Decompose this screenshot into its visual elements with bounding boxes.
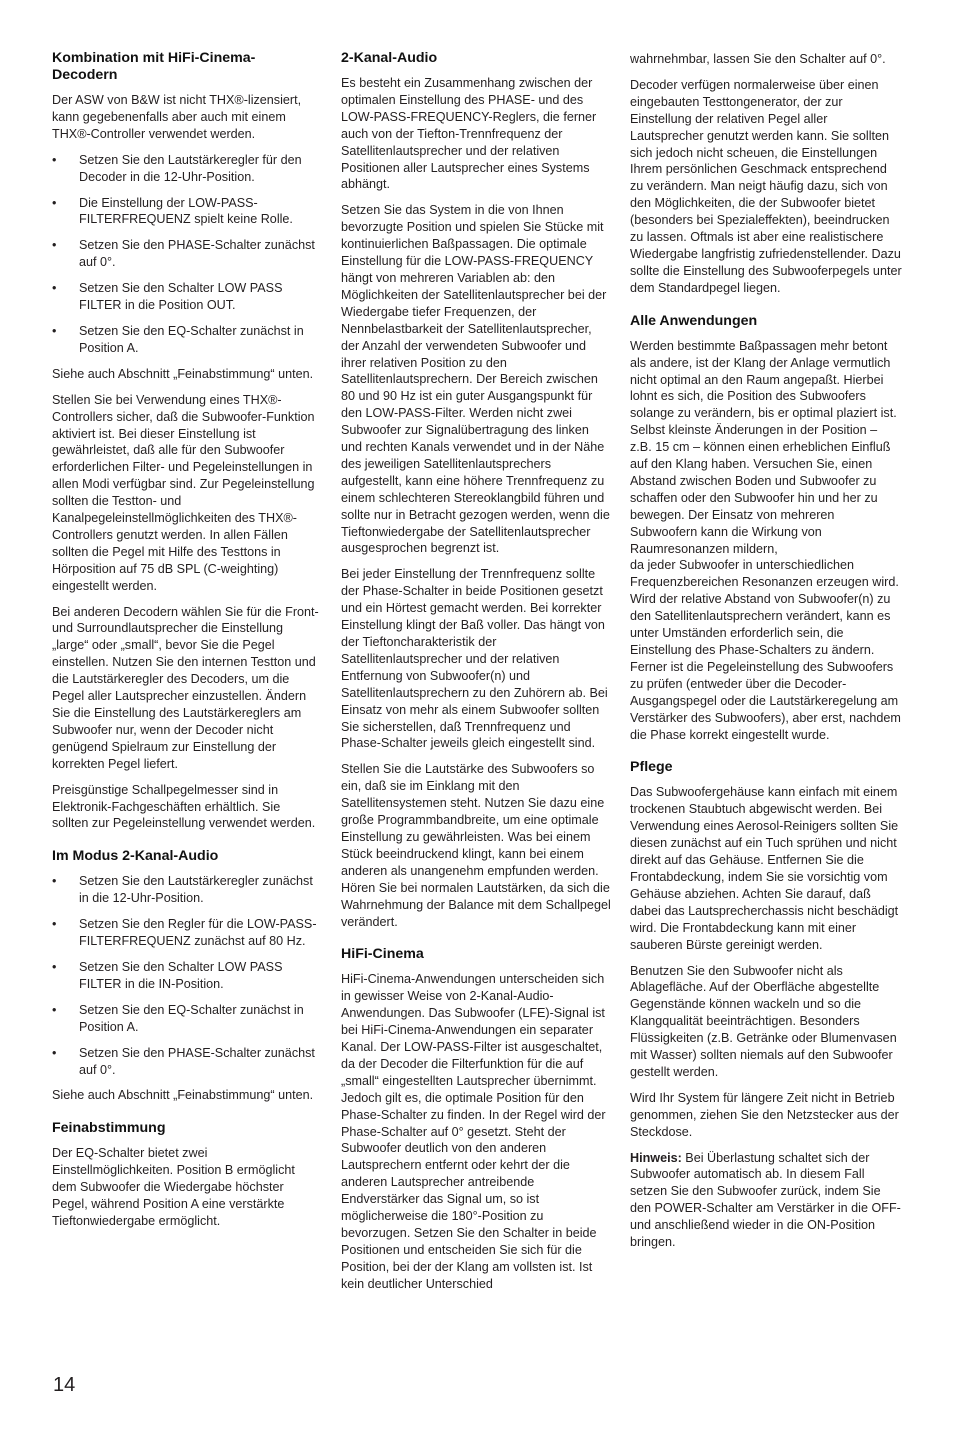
note-label: Hinweis:: [630, 1150, 682, 1165]
bullet-list-2-channel-settings: [52, 873, 320, 1078]
section-heading-2-channel-audio: 2-Kanal-Audio: [341, 50, 438, 66]
list-item: • Setzen Sie den Regler für die LOW-PASS-FILTERFREQUENZ zunächst auf 80 Hz.: [52, 916, 320, 950]
list-item: • Setzen Sie den Schalter LOW PASS FILTER in die IN-Position.: [52, 959, 320, 993]
paragraph: Stellen Sie bei Verwendung eines THX®-Controllers sicher, daß die Subwoofer-Funktion aktiviert ist. Bei dieser Einstellung ist gewährleistet, daß alle für den Subwoofer erforderlichen Filter- und Pegeleinstellungen in allen Modi verfügbar sind. Zur Pegeleinstellung sollten die Testton- und Kanalpegeleinstellmöglichkeiten des THX®-Controllers genutzt werden. In allen Fällen sollten die Pegel mit Hilfe des Testtons in Hörposition auf 75 dB SPL (C-weighting) eingestellt werden.: [52, 392, 315, 593]
paragraph: Bei jeder Einstellung der Trennfrequenz sollte der Phase-Schalter in beide Positionen gesetzt und ein Hörtest gemacht werden. Bei korrekter Einstellung klingt der Baß voller. Das hängt von der Tieftoncharakteristik der Satellitenlautsprecher und der relativen Entfernung von Subwoofer(n) und Satellitenlautsprechern zu den Zuhörern ab. Bei Einsatz von mehr als einem Subwoofer sollten Sie sicherstellen, daß Trennfrequenz und Phase-Schalter jeweils gleich eingestellt sind.: [341, 567, 608, 751]
note-text: Bei Überlastung schaltet sich der Subwoofer automatisch ab. In diesem Fall setzen Sie den Subwoofer zurück, indem Sie den POWER-Schalter am Verstärker in die OFF- und anschließend wieder in die ON-Position bringen.: [630, 1150, 901, 1250]
list-item: • Setzen Sie den PHASE-Schalter zunächst auf 0°.: [52, 1045, 320, 1079]
paragraph: Wird Ihr System für längere Zeit nicht in Betrieb genommen, ziehen Sie den Netzstecker aus der Steckdose.: [630, 1090, 899, 1139]
page-number: 14: [53, 1374, 76, 1396]
column-right: [630, 51, 902, 1260]
list-item: • Setzen Sie den PHASE-Schalter zunächst auf 0°.: [52, 237, 320, 271]
list-item: • Setzen Sie den EQ-Schalter zunächst in Position A.: [52, 1002, 320, 1036]
paragraph: Der EQ-Schalter bietet zwei Einstellmöglichkeiten. Position B ermöglicht dem Subwoofer die Wiedergabe höchster Pegel, während Position A eine verstärkte Tieftonwiedergabe ermöglicht.: [52, 1146, 295, 1228]
list-item: • Setzen Sie den Lautstärkeregler zunächst in die 12-Uhr-Position.: [52, 873, 320, 907]
list-item: • Setzen Sie den Lautstärkeregler für den Decoder in die 12-Uhr-Position.: [52, 152, 320, 186]
section-heading-fine-tuning: Feinabstimmung: [52, 1120, 166, 1137]
paragraph: Siehe auch Abschnitt „Feinabstimmung“ unten.: [52, 366, 314, 381]
paragraph: Decoder verfügen normalerweise über einen eingebauten Testtongenerator, der zur Einstellung der relativen Pegel aller Lautsprecher genutzt werden kann. Sie sollten sich jedoch nicht scheuen, die Einstellungen Ihrem persönlichen Geschmack entsprechend zu verändern. Man neigt häufig dazu, sich von den Möglichkeiten, die der Subwoofer bietet (besonders bei Spezialeffekten), beeindrucken zu lassen. Oftmals ist aber eine realistischere Wiedergabe langfristig zufriedenstellender. Dazu sollte die Einstellung des Subwooferpegels unter dem Standardpegel liegen.: [630, 77, 902, 295]
column-left: [52, 50, 320, 1239]
column-middle: [341, 50, 611, 1302]
paragraph: Stellen Sie die Lautstärke des Subwoofers so ein, daß sie im Einklang mit den Satellitensystemen steht. Nutzen Sie dazu eine große Programmbandbreite, um eine optimale Einstellung zu gewährleisten. Was bei einem Stück beeindruckend klingt, kann bei einem anderen als unangenehm empfunden werden. Hören Sie bei normalen Lautstärken, da sich die Wahrnehmung der Balance mit dem Schallpegel verändert.: [341, 762, 611, 929]
bullet-list-decoder-settings: [52, 152, 320, 357]
section-heading-hifi-cinema: HiFi-Cinema: [341, 946, 424, 963]
section-heading-hifi-cinema-decoders: Kombination mit HiFi-Cinema-Decodern: [52, 50, 256, 83]
paragraph: Es besteht ein Zusammenhang zwischen der optimalen Einstellung des PHASE- und des LOW-PASS-FREQUENCY-Reglers, die ferner auch von der Tiefton-Trennfrequenz der Satellitenlautsprecher und der relativen Positionen aller Lautsprecher eines Systems abhängt.: [341, 76, 597, 192]
paragraph: Das Subwoofergehäuse kann einfach mit einem trockenen Staubtuch abgewischt werden. Bei Verwendung eines Aerosol-Reinigers sollten Sie diesen zunächst auf ein Tuch sprühen und nicht direkt auf das Gehäuse. Entfernen Sie die Frontabdeckung, indem Sie sie vorsichtig vom Gehäuse abziehen. Achten Sie darauf, daß dabei das Lautsprecherchassis nicht beschädigt wird. Die Frontabdeckung kann mit einer sauberen Bürste gereinigt werden.: [630, 785, 899, 952]
paragraph: wahrnehmbar, lassen Sie den Schalter auf 0°.: [630, 52, 886, 66]
paragraph: Preisgünstige Schallpegelmesser sind in Elektronik-Fachgeschäften erhältlich. Sie sollten zur Pegeleinstellung verwendet werden.: [52, 782, 316, 831]
section-heading-care: Pflege: [630, 759, 673, 776]
paragraph: Setzen Sie das System in die von Ihnen bevorzugte Position und spielen Sie Stücke mit kontinuierlichen Baßpassagen. Die optimale Einstellung für die LOW-PASS-FREQUENCY hängt von mehreren Variablen ab: den Möglichkeiten der Satellitenlautsprecher bei der Wiedergabe tiefer Frequenzen, der Nennbelastbarkeit der Satellitenlautsprecher, der Anzahl der verwendeten Subwoofer und ihrer relativen Position zu den Satellitenlautsprechern. Der Bereich zwischen 80 und 90 Hz ist ein guter Ausgangspunkt für den LOW-PASS-Filter. Werden nicht zwei Subwoofer zur Signalübertragung des linken und rechten Kanals verwendet und in der Nähe des jeweiligen Satellitenlautsprechers aufgestellt, kann eine höhere Trennfrequenz zu einem schlechteren Stereoklangbild führen und sollte nur in Betracht gezogen werden, wenn die Tieftonwiedergabe der Satellitenlautsprecher ausgesprochen begrenzt ist.: [341, 203, 610, 556]
paragraph: Benutzen Sie den Subwoofer nicht als Ablagefläche. Auf der Oberfläche abgestellte Gegenstände können wackeln und so die Klangqualität beeinträchtigen. Besonders Flüssigkeiten (z.B. Getränke oder Blumenvasen mit Wasser) sollten niemals auf den Subwoofer gestellt werden.: [630, 963, 897, 1079]
paragraph: Werden bestimmte Baßpassagen mehr betont als andere, ist der Klang der Anlage vermutlich nicht optimal an den Raum angepaßt. Hierbei lohnt es sich, die Position des Subwoofers solange zu verändern, bis er optimal plaziert ist. Selbst kleinste Änderungen in der Position – z.B. 15 cm – können einen erheblichen Einfluß auf den Klang haben. Versuchen Sie, einen Abstand zwischen Boden und Subwoofer zu schaffen oder den Subwoofer hin und her zu bewegen. Der Einsatz von mehreren Subwoofern kann die Wirkung von Raumresonanzen mildern,: [630, 338, 897, 556]
paragraph: Der ASW von B&W ist nicht THX®-lizensiert, kann gegebenenfalls aber auch mit einem THX®-Controller verwendet werden.: [52, 93, 302, 141]
paragraph: Siehe auch Abschnitt „Feinabstimmung“ unten.: [52, 1088, 314, 1103]
list-item: • Setzen Sie den Schalter LOW PASS FILTER in die Position OUT.: [52, 280, 320, 314]
list-item: • Die Einstellung der LOW-PASS-FILTERFREQUENZ spielt keine Rolle.: [52, 195, 320, 229]
section-heading-all-applications: Alle Anwendungen: [630, 312, 758, 329]
list-item: • Setzen Sie den EQ-Schalter zunächst in Position A.: [52, 323, 320, 357]
section-heading-2-channel-mode: Im Modus 2-Kanal-Audio: [52, 848, 219, 865]
paragraph: Bei anderen Decodern wählen Sie für die Front- und Surroundlautsprecher die Einstellung „large“ oder „small“, bevor Sie die Pegel einstellen. Nutzen Sie den internen Testton und die Lautstärkeregler des Decoders, um die Pegel aller Lautsprecher einzustellen. Ändern Sie die Einstellung des Lautstärkereglers am Subwoofer nur, wenn der Decoder nicht genügend Spielraum zur Einstellung der korrekten Pegel liefert.: [52, 604, 319, 771]
paragraph: da jeder Subwoofer in unterschiedlichen Frequenzbereichen Resonanzen erzeugen wird. Wird der relative Abstand von Subwoofer(n) zu den Satellitenlautsprechern verändert, kann es unter Umständen erforderlich sein, die Einstellung des Phase-Schalters zu ändern. Ferner ist die Pegeleinstellung des Subwoofers zu prüfen (entweder über die Decoder-Ausgangspegel oder die Lautstärkeregelung am Verstärker des Subwoofers), aber erst, nachdem die Phase korrekt eingestellt wurde.: [630, 558, 901, 742]
paragraph: HiFi-Cinema-Anwendungen unterscheiden sich in gewisser Weise von 2-Kanal-Audio-Anwendungen. Das Subwoofer (LFE)-Signal ist bei HiFi-Cinema-Anwendungen ein separater Kanal. Der LOW-PASS-Filter ist ausgeschaltet, da der Decoder die Filterfunktion für die auf „small“ eingestellten Lautsprecher übernimmt. Jedoch gilt es, die optimale Position für den Phase-Schalter zu finden. In der Regel wird der Phase-Schalter auf 0° gesetzt. Steht der Subwoofer deutlich von den anderen Lautsprechern entfernt oder kehrt der die anderen Lautsprecher antreibende Endverstärker das Signal um, so ist möglicherweise die 180°-Position zu bevorzugen. Setzen Sie den Schalter in beide Positionen und entscheiden Sie sich für die Position, bei der der Klang am vollsten ist. Ist kein deutlicher Unterschied: [341, 972, 606, 1291]
note-paragraph: [630, 1150, 902, 1251]
